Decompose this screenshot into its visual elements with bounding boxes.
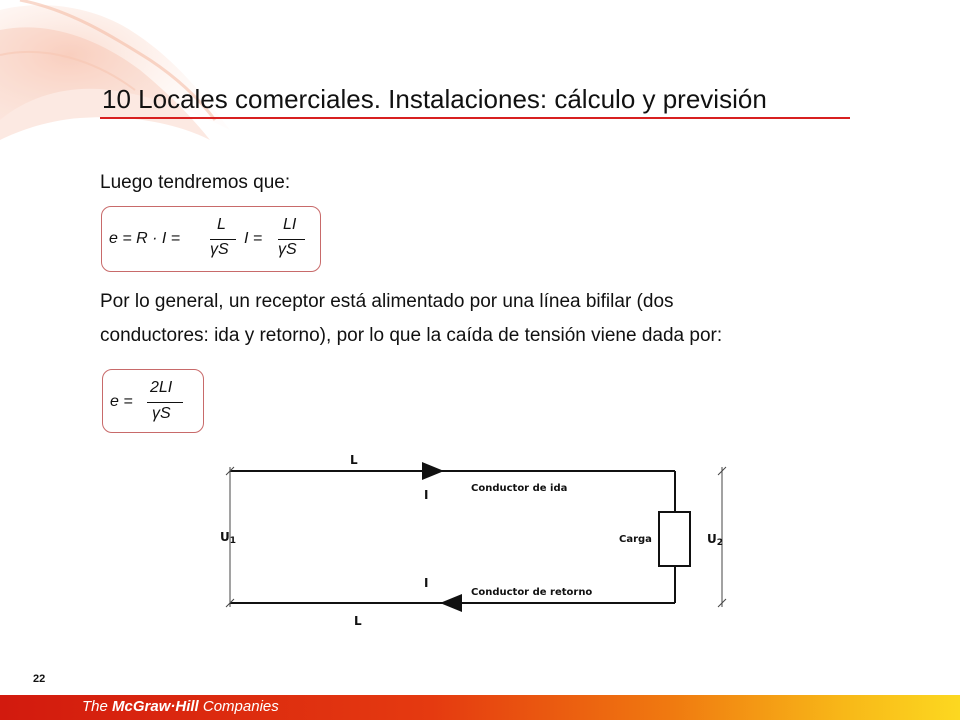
intro-text: Luego tendremos que: [100,172,291,193]
formula2-numerator: 2LI [150,379,173,396]
decorative-swirl [0,0,240,150]
formula1-frac2-bar [278,239,305,240]
footer-bar [0,695,960,720]
formula1-frac1-bar [210,239,236,240]
formula1-mid: I = [244,230,263,247]
label-I-top: I [424,488,429,502]
paragraph-line-1: Por lo general, un receptor está alimentado por una línea bifilar (dos [100,291,674,312]
label-carga: Carga [619,534,652,545]
formula-box-1 [101,206,321,272]
footer-logo: The McGraw·Hill Companies [82,698,279,715]
formula2-denominator: γS [152,405,171,422]
formula2-bar [147,402,183,403]
label-I-bottom: I [424,576,429,590]
label-U2: U2 [707,532,724,548]
label-conductor-retorno: Conductor de retorno [471,587,593,598]
formula-box-2 [102,369,204,433]
title-underline [100,117,850,119]
formula1-lhs: e = R · I = [109,230,181,247]
formula2-lhs: e = [110,393,133,410]
load-resistor [659,512,690,566]
arrow-left-icon [440,594,462,612]
formula1-frac1-numerator: L [217,216,226,233]
arrow-right-icon [422,462,444,480]
label-L-bottom: L [354,614,362,628]
formula1-frac2-numerator: LI [283,216,297,233]
formula1-frac2-denominator: γS [278,241,297,258]
paragraph-line-2: conductores: ida y retorno), por lo que la caída de tensión viene dada por: [100,325,723,346]
formula1-frac1-denominator: γS [210,241,229,258]
slide-title: 10 Locales comerciales. Instalaciones: cálculo y previsión [102,84,767,114]
label-L-top: L [350,453,358,467]
label-U1: U1 [220,530,237,546]
page-number: 22 [33,673,46,685]
circuit-diagram [200,445,760,645]
label-conductor-ida: Conductor de ida [471,483,568,494]
